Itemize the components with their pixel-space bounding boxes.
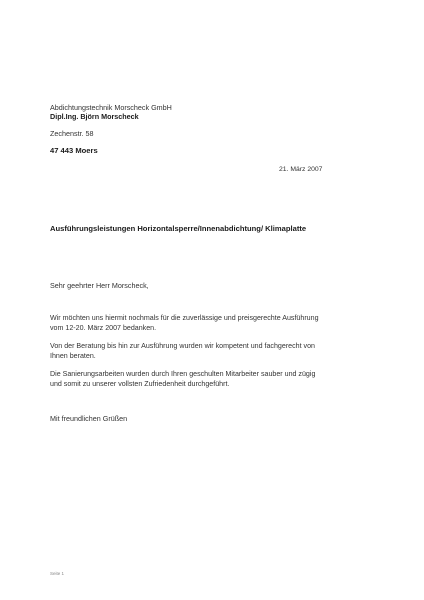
- body-paragraph-1: [50, 314, 370, 333]
- sender-city: 47 443 Moers: [50, 146, 98, 155]
- sender-street: Zechenstr. 58: [50, 129, 94, 138]
- body-paragraph-3: [50, 370, 370, 389]
- paragraph-line: vom 12-20. März 2007 bedanken.: [50, 323, 157, 332]
- sender-name: Dipl.Ing. Björn Morscheck: [50, 112, 139, 121]
- paragraph-line: Die Sanierungsarbeiten wurden durch Ihren geschulten Mitarbeiter sauber und zügig: [50, 370, 316, 378]
- closing: Mit freundlichen Grüßen: [50, 414, 128, 423]
- paragraph-line: und somit zu unserer vollsten Zufriedenheit durchgeführt.: [50, 379, 230, 388]
- letter-date: 21. März 2007: [279, 166, 323, 173]
- letter-subject: Ausführungsleistungen Horizontalsperre/Innenabdichtung/ Klimaplatte: [50, 224, 307, 233]
- sender-company: Abdichtungstechnik Morscheck GmbH: [50, 103, 172, 112]
- paragraph-line: Von der Beratung bis hin zur Ausführung wurden wir kompetent und fachgerecht von: [50, 342, 315, 350]
- page-footer: Seite 1: [50, 571, 65, 576]
- paragraph-line: Wir möchten uns hiermit nochmals für die zuverlässige und preisgerechte Ausführung: [50, 314, 319, 322]
- salutation: Sehr geehrter Herr Morscheck,: [50, 281, 149, 290]
- paragraph-line: Ihnen beraten.: [50, 351, 96, 360]
- body-paragraph-2: [50, 342, 370, 361]
